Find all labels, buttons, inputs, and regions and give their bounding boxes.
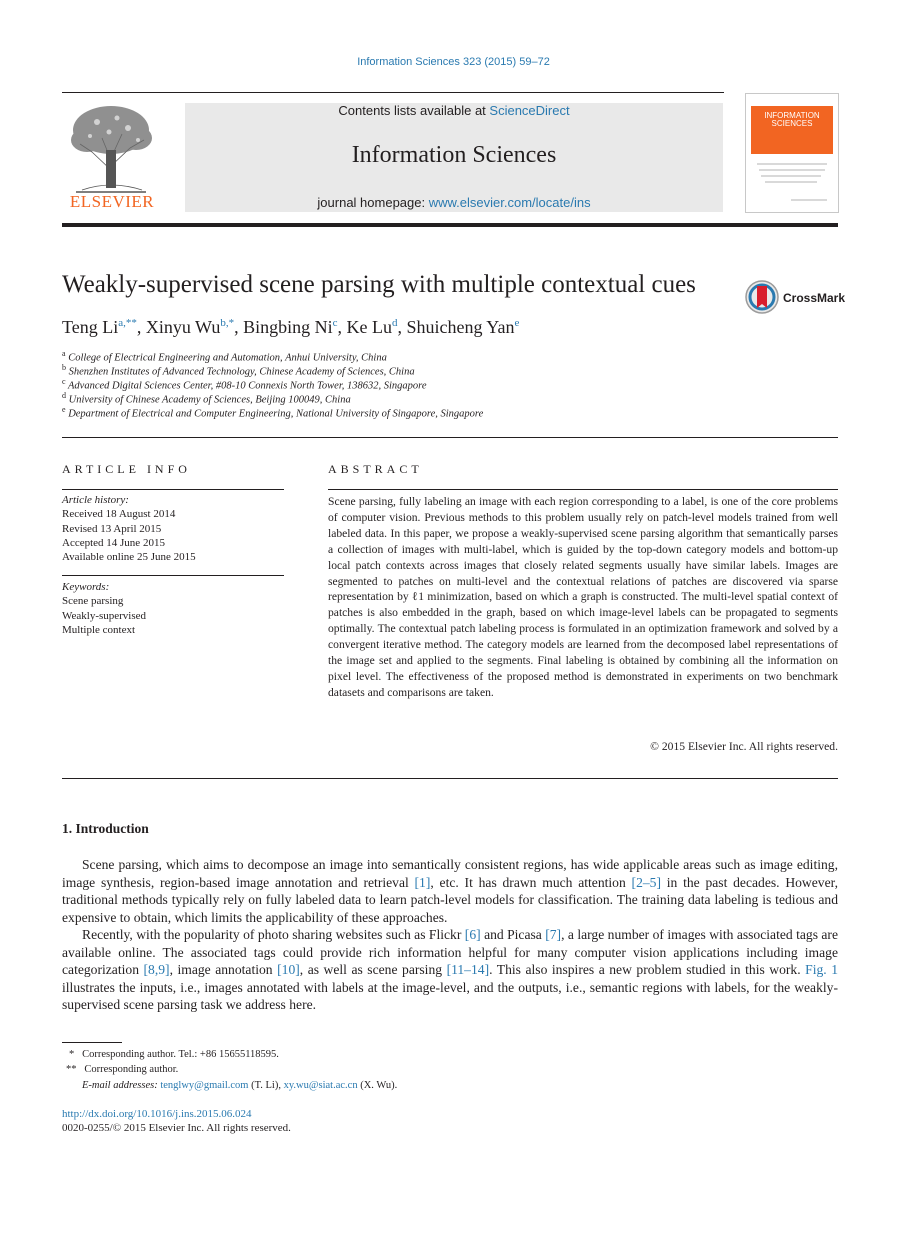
homepage-line bbox=[185, 195, 723, 210]
abstract-body: Scene parsing, fully labeling an image with each region corresponding to a label, is one of the core problems of computer vision. Previous methods to this problem usually rely on patch-level models trained from well labeled data. In this paper, we propose a weakly-supervised scene parsing algorithm that semantically parses a collection of images with multi-label, which is guided by the top-down category models and bottom-up local patch contexts across images that closely related segments usually have similar labels. Images are segmented to patches on multi-level and the contextual relations of patches are discovered via sparse representation by ℓ1 minimization, based on which a graph is constructed. The multi-level spatial context of patches is also embedded in the graph, based on which image-level labels can be propagated to segments optimally. The contextual patch labeling process is formulated in an optimization framework and solved by a convergent iterative method. The category models are learned from the decomposed label representations of the image set and applied to the segments. Final labeling is obtained by combining all the information on pixel level. The effectiveness of the proposed method is demonstrated in experiments on two benchmark datasets and comparisons are taken. bbox=[328, 495, 838, 699]
article-info-rule bbox=[62, 489, 284, 490]
affiliation-key: c bbox=[62, 377, 66, 386]
affiliation-key: d bbox=[62, 391, 66, 400]
affiliation-text: Advanced Digital Sciences Center, #08-10 Connexis North Tower, 138632, Singapore bbox=[68, 380, 427, 392]
paragraph-text: Recently, with the popularity of photo sharing websites such as Flickr bbox=[82, 927, 465, 942]
author-separator: , bbox=[337, 317, 347, 337]
history-online: Available online 25 June 2015 bbox=[62, 551, 196, 564]
header-thick-rule bbox=[62, 223, 838, 227]
abstract-rule bbox=[328, 489, 838, 490]
affiliation-c bbox=[62, 377, 427, 392]
email-label: E-mail addresses: bbox=[82, 1080, 158, 1091]
citation-link[interactable]: [8,9] bbox=[143, 962, 170, 977]
author-name: Shuicheng Yan bbox=[406, 317, 515, 337]
author-name: Teng Li bbox=[62, 317, 119, 337]
paragraph-text: . This also inspires a new problem studied in this work. bbox=[489, 962, 806, 977]
sciencedirect-link[interactable]: ScienceDirect bbox=[489, 103, 570, 118]
footnote-rule bbox=[62, 1042, 122, 1043]
history-accepted: Accepted 14 June 2015 bbox=[62, 536, 165, 549]
author-affiliation-marker[interactable]: b,* bbox=[220, 317, 235, 329]
footnote-2 bbox=[66, 1064, 178, 1075]
affiliation-a bbox=[62, 349, 387, 364]
author-separator: , bbox=[234, 317, 244, 337]
intro-paragraph-2 bbox=[62, 926, 838, 1014]
author-affiliation-marker[interactable]: e bbox=[514, 317, 520, 329]
author-affiliation-marker[interactable]: a,** bbox=[118, 317, 137, 329]
cover-text-lines bbox=[751, 160, 833, 208]
author-affiliation-marker[interactable]: c bbox=[332, 317, 338, 329]
footnote-text: Corresponding author. bbox=[84, 1064, 179, 1075]
abstract-heading: ABSTRACT bbox=[328, 462, 423, 476]
homepage-prefix: journal homepage: bbox=[317, 195, 429, 210]
history-received: Received 18 August 2014 bbox=[62, 508, 176, 521]
abstract-end-rule bbox=[62, 778, 838, 779]
keyword-item: Scene parsing bbox=[62, 595, 124, 608]
citation-link[interactable]: [11–14] bbox=[446, 962, 490, 977]
intro-paragraph-1 bbox=[62, 856, 838, 926]
affiliation-key: a bbox=[62, 349, 66, 358]
keyword-item: Multiple context bbox=[62, 623, 136, 636]
cover-title: INFORMATION SCIENCES bbox=[764, 111, 820, 128]
footnote-emails bbox=[82, 1080, 397, 1091]
section-heading-introduction: 1. Introduction bbox=[62, 821, 149, 836]
paragraph-text: , etc. It has drawn much attention bbox=[430, 874, 632, 890]
journal-citation[interactable]: Information Sciences 323 (2015) 59–72 bbox=[357, 56, 550, 68]
affiliation-b bbox=[62, 363, 415, 378]
email-owner: (T. Li), bbox=[248, 1080, 284, 1091]
abstract-copyright: © 2015 Elsevier Inc. All rights reserved. bbox=[650, 740, 838, 753]
keywords-block bbox=[62, 580, 146, 637]
paragraph-text: , as well as scene parsing bbox=[299, 962, 447, 977]
author-affiliation-marker[interactable]: d bbox=[391, 317, 398, 329]
history-label: Article history: bbox=[62, 494, 129, 506]
paragraph-text: and Picasa bbox=[480, 927, 546, 942]
keywords-rule bbox=[62, 575, 284, 576]
affiliation-text: Department of Electrical and Computer Engineering, National University of Singapore, Singapore bbox=[68, 408, 484, 420]
crossmark-label[interactable]: CrossMark bbox=[783, 291, 846, 305]
paragraph-text: in the past decades. However, traditional methods typically rely on fully labeled data to learn patch-level models for classification. The training data labeling is tedious and expensive to obtain, which limits the applicability of these approaches. bbox=[62, 874, 838, 925]
elsevier-wordmark: ELSEVIER bbox=[69, 192, 155, 211]
author-name: Ke Lu bbox=[346, 317, 392, 337]
keywords-label: Keywords: bbox=[62, 581, 110, 593]
journal-title: Information Sciences bbox=[351, 142, 557, 168]
affiliation-text: College of Electrical Engineering and Automation, Anhui University, China bbox=[68, 352, 387, 364]
journal-homepage-link[interactable]: www.elsevier.com/locate/ins bbox=[428, 195, 591, 210]
paragraph-text: illustrates the inputs, i.e., images annotated with labels at the image-level, and the outputs, i.e., semantic regions with labels, for the weakly-supervised scene parsing task we address here. bbox=[62, 979, 838, 1012]
paragraph-text: , image annotation bbox=[169, 962, 278, 977]
citation-link[interactable]: [6] bbox=[464, 927, 481, 942]
journal-cover-thumbnail[interactable] bbox=[745, 93, 839, 213]
affiliation-rule bbox=[62, 437, 838, 438]
article-history bbox=[62, 493, 196, 564]
author-name: Bingbing Ni bbox=[243, 317, 333, 337]
affiliation-text: University of Chinese Academy of Sciences, Beijing 100049, China bbox=[68, 394, 351, 406]
citation-link[interactable]: [2–5] bbox=[631, 874, 661, 890]
affiliation-e bbox=[62, 405, 483, 420]
header-rule bbox=[62, 92, 724, 93]
issn-copyright: 0020-0255/© 2015 Elsevier Inc. All rights reserved. bbox=[62, 1122, 291, 1134]
citation-link[interactable]: [10] bbox=[277, 962, 300, 977]
contents-line bbox=[185, 103, 723, 118]
email-owner: (X. Wu). bbox=[357, 1080, 398, 1091]
email-link[interactable]: tenglwy@gmail.com bbox=[160, 1080, 249, 1091]
author-list bbox=[62, 317, 519, 338]
paragraph-text: , a large number of images with associated tags are available online. The associated tags could provide rich information helpful for many computer vision applications including image categorization bbox=[62, 927, 838, 977]
history-revised: Revised 13 April 2015 bbox=[62, 522, 162, 535]
citation-link[interactable]: [1] bbox=[414, 874, 431, 890]
affiliation-key: b bbox=[62, 363, 66, 372]
author-name: Xinyu Wu bbox=[145, 317, 221, 337]
footnote-1 bbox=[69, 1049, 279, 1060]
paper-title: Weakly-supervised scene parsing with multiple contextual cues bbox=[62, 271, 696, 298]
affiliation-key: e bbox=[62, 405, 66, 414]
keyword-item: Weakly-supervised bbox=[62, 609, 147, 622]
footnote-mark: ** bbox=[66, 1064, 77, 1075]
affiliation-text: Shenzhen Institutes of Advanced Technology, Chinese Academy of Sciences, China bbox=[68, 366, 415, 378]
paragraph-text: Scene parsing, which aims to decompose an image into semantically consistent regions, has wide applicable areas such as image editing, image synthesis, region-based image annotation and retrieval bbox=[62, 857, 838, 890]
footnote-text: Corresponding author. Tel.: +86 15655118595. bbox=[82, 1049, 279, 1060]
email-link[interactable]: xy.wu@siat.ac.cn bbox=[283, 1080, 358, 1091]
article-info-heading: ARTICLE INFO bbox=[62, 462, 191, 476]
author-separator: , bbox=[397, 317, 407, 337]
footnote-mark: * bbox=[69, 1049, 75, 1060]
figure-link[interactable]: Fig. 1 bbox=[805, 962, 838, 977]
contents-prefix: Contents lists available at bbox=[338, 103, 490, 118]
affiliation-d bbox=[62, 391, 351, 406]
doi-link[interactable]: http://dx.doi.org/10.1016/j.ins.2015.06.024 bbox=[62, 1108, 252, 1120]
crossmark-icon[interactable] bbox=[745, 280, 779, 314]
author-separator: , bbox=[136, 317, 146, 337]
citation-link[interactable]: [7] bbox=[545, 927, 562, 942]
